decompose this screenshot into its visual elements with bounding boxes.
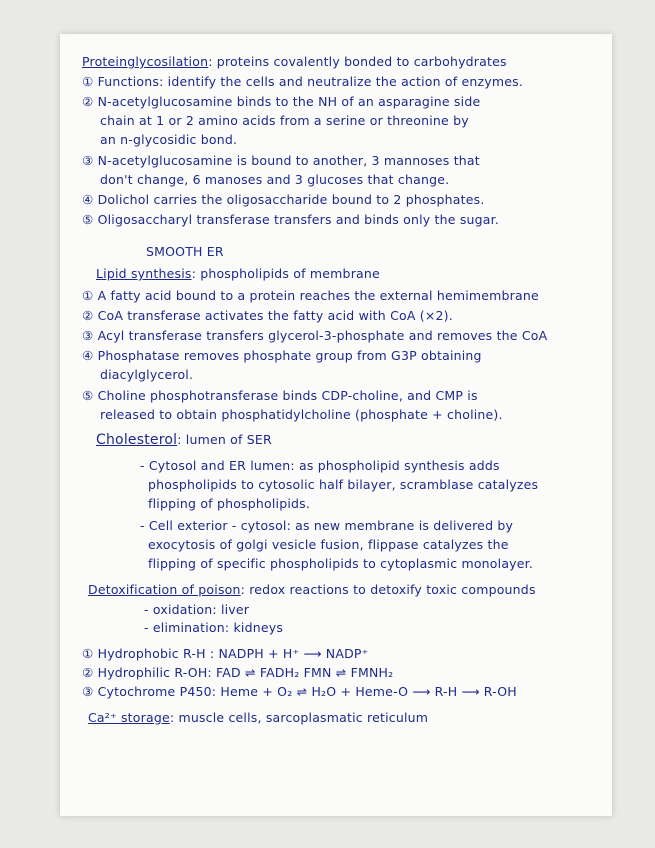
- cholesterol-line: flipping of specific phospholipids to cytoplasmic monolayer.: [148, 556, 534, 571]
- list-item: ⑤ Oligosaccharyl transferase transfers and binds only the sugar.: [82, 212, 500, 227]
- detox-title: Detoxification of poison: [88, 582, 241, 597]
- list-item: ④ Phosphatase removes phosphate group from G3P obtaining: [82, 348, 482, 363]
- cholesterol-line: flipping of phospholipids.: [148, 496, 311, 511]
- cholesterol-definition: : lumen of SER: [177, 432, 272, 447]
- notebook-page: [60, 34, 612, 816]
- list-item: ① Hydrophobic R-H : NADPH + H⁺ ⟶ NADP⁺: [82, 646, 369, 661]
- list-item: ③ Acyl transferase transfers glycerol-3-phosphate and removes the CoA: [82, 328, 548, 343]
- list-item: released to obtain phosphatidylcholine (phosphate + choline).: [100, 407, 503, 422]
- list-item: ① A fatty acid bound to a protein reaches the external hemimembrane: [82, 288, 539, 303]
- list-item: ② N-acetylglucosamine binds to the NH of an asparagine side: [82, 94, 481, 109]
- glycosylation-title: Proteinglycosilation: [82, 54, 209, 69]
- lipid-heading: [96, 266, 380, 282]
- cholesterol-line: - Cell exterior - cytosol: as new membrane is delivered by: [140, 518, 514, 533]
- list-item: don't change, 6 manoses and 3 glucoses that change.: [100, 172, 450, 187]
- cholesterol-heading: [96, 432, 272, 448]
- cholesterol-line: exocytosis of golgi vesicle fusion, flippase catalyzes the: [148, 537, 509, 552]
- lipid-definition: : phospholipids of membrane: [191, 266, 380, 281]
- lipid-title: Lipid synthesis: [96, 266, 192, 281]
- cholesterol-title: Cholesterol: [96, 432, 178, 448]
- calcium-title: Ca²⁺ storage: [88, 710, 170, 725]
- detox-line: - oxidation: liver: [144, 602, 250, 617]
- calcium-definition: : muscle cells, sarcoplasmatic reticulum: [169, 710, 429, 725]
- glycosylation-heading: [82, 54, 507, 70]
- cholesterol-line: - Cytosol and ER lumen: as phospholipid synthesis adds: [140, 458, 500, 473]
- calcium-heading: [88, 710, 428, 726]
- list-item: ① Functions: identify the cells and neutralize the action of enzymes.: [82, 74, 524, 89]
- list-item: ④ Dolichol carries the oligosaccharide bound to 2 phosphates.: [82, 192, 485, 207]
- list-item: diacylglycerol.: [100, 367, 194, 382]
- glycosylation-definition: : proteins covalently bonded to carbohydrates: [208, 54, 507, 69]
- list-item: ⑤ Choline phosphotransferase binds CDP-choline, and CMP is: [82, 388, 478, 403]
- detox-line: - elimination: kidneys: [144, 620, 284, 635]
- list-item: ③ N-acetylglucosamine is bound to another, 3 mannoses that: [82, 153, 480, 168]
- list-item: ② Hydrophilic R-OH: FAD ⇌ FADH₂ FMN ⇌ FMNH₂: [82, 665, 394, 680]
- list-item: ② CoA transferase activates the fatty acid with CoA (×2).: [82, 308, 453, 323]
- list-item: ③ Cytochrome P450: Heme + O₂ ⇌ H₂O + Heme-O ⟶ R-H ⟶ R-OH: [82, 684, 517, 699]
- list-item: chain at 1 or 2 amino acids from a serine or threonine by: [100, 113, 469, 128]
- detox-heading: [88, 582, 536, 598]
- list-item: an n-glycosidic bond.: [100, 132, 238, 147]
- detox-definition: : redox reactions to detoxify toxic compounds: [240, 582, 536, 597]
- section-title: SMOOTH ER: [146, 244, 224, 259]
- cholesterol-line: phospholipids to cytosolic half bilayer, scramblase catalyzes: [148, 477, 539, 492]
